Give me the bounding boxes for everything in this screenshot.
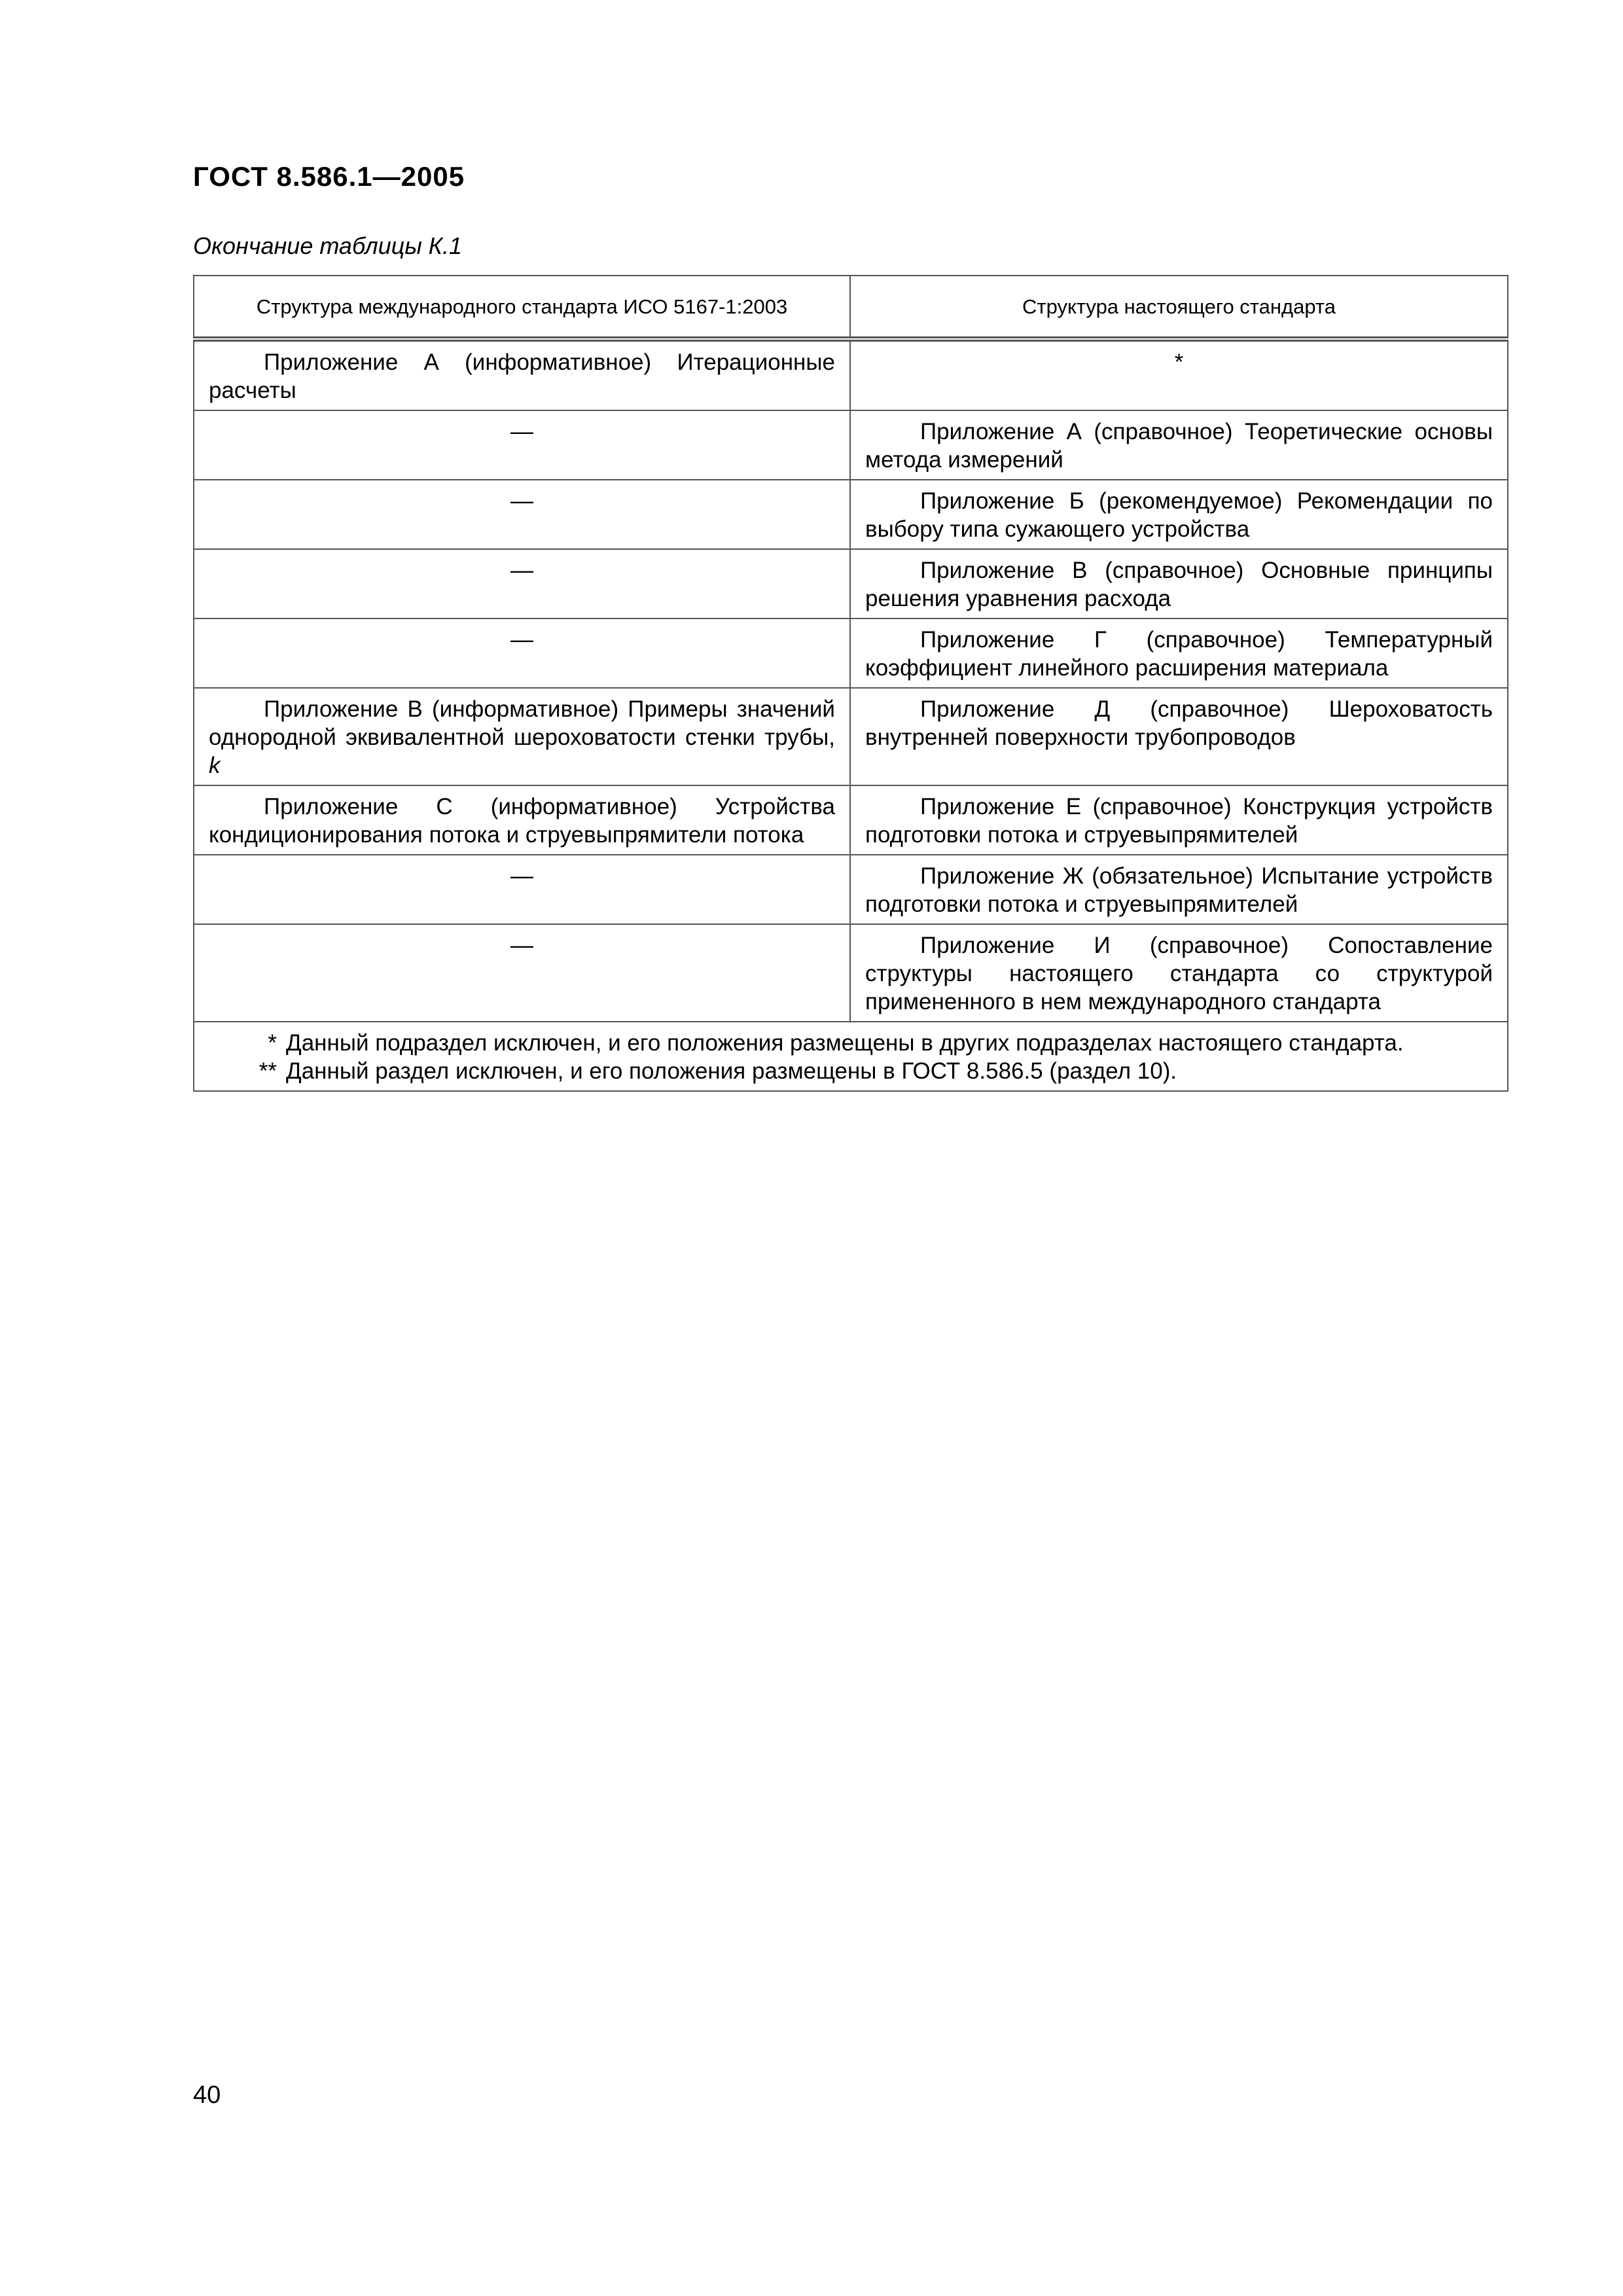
table-cell [194, 688, 850, 785]
table-cell [850, 855, 1508, 924]
footnotes-cell [194, 1022, 1508, 1091]
table-row [194, 480, 1508, 549]
cell-text: Приложение Ж (обязательное) Испытание устройств подготовки потока и струевыпрямителей [865, 863, 1493, 917]
table-cell [850, 549, 1508, 619]
cell-text: — [510, 933, 533, 958]
table-row [194, 688, 1508, 785]
table-cell [850, 480, 1508, 549]
table-cell [194, 924, 850, 1022]
cell-text: — [510, 488, 533, 514]
table-caption: Окончание таблицы К.1 [193, 232, 463, 259]
table-cell [194, 410, 850, 480]
document-header: ГОСТ 8.586.1—2005 [193, 161, 465, 192]
table-cell [194, 619, 850, 688]
cell-text: — [510, 558, 533, 583]
column-header-iso: Структура международного стандарта ИСО 5167-1:2003 [194, 276, 850, 339]
table-cell [194, 480, 850, 549]
table-row [194, 549, 1508, 619]
table-row [194, 785, 1508, 855]
table-cell [194, 785, 850, 855]
footnote-text: Данный подраздел исключен, и его положения размещены в других подразделах настоящего стандарта. [286, 1030, 1404, 1056]
cell-text: Приложение Д (справочное) Шероховатость внутренней поверхности трубопроводов [865, 696, 1493, 750]
table-cell [194, 855, 850, 924]
footnote-text: Данный раздел исключен, и его положения размещены в ГОСТ 8.586.5 (раздел 10). [286, 1058, 1177, 1084]
table-cell [194, 549, 850, 619]
cell-text: Приложение Г (справочное) Температурный коэффициент линейного расширения материала [865, 627, 1493, 681]
table-row [194, 619, 1508, 688]
table-row [194, 410, 1508, 480]
cell-text: Приложение А (информативное) Итерационные расчеты [209, 350, 835, 403]
cell-text: Приложение Е (справочное) Конструкция устройств подготовки потока и струевыпрямителей [865, 794, 1493, 848]
table-cell [850, 688, 1508, 785]
cell-text: — [510, 627, 533, 653]
cell-text: — [510, 419, 533, 444]
symbol-k: k [209, 753, 221, 778]
table-cell [850, 339, 1508, 410]
table-cell [194, 339, 850, 410]
table-cell [850, 785, 1508, 855]
footnote [209, 1057, 1493, 1085]
table-row [194, 339, 1508, 410]
cell-text: Приложение А (справочное) Теоретические основы метода измерений [865, 419, 1493, 473]
column-header-gost: Структура настоящего стандарта [850, 276, 1508, 339]
cell-text: Приложение В (справочное) Основные принципы решения уравнения расхода [865, 558, 1493, 611]
table-row [194, 924, 1508, 1022]
table-cell [850, 924, 1508, 1022]
cell-text: Приложение В (информативное) Примеры значений однородной эквивалентной шероховатости стенки трубы, [209, 696, 835, 750]
table-header-row [194, 276, 1508, 339]
cell-text: Приложение И (справочное) Сопоставление структуры настоящего стандарта со структурой примененного в нем международного стандарта [865, 933, 1493, 1014]
table-cell [850, 410, 1508, 480]
footnote-row [194, 1022, 1508, 1091]
page-number: 40 [193, 2081, 221, 2109]
footnote-mark: ** [259, 1058, 277, 1084]
table-row [194, 855, 1508, 924]
footnote-mark: * [268, 1030, 277, 1056]
cell-text: Приложение С (информативное) Устройства кондиционирования потока и струевыпрямители потока [209, 794, 835, 848]
table-cell [850, 619, 1508, 688]
cell-text: — [510, 863, 533, 889]
structure-comparison-table [193, 275, 1508, 1092]
footnote [209, 1029, 1493, 1057]
cell-text: Приложение Б (рекомендуемое) Рекомендации по выбору типа сужающего устройства [865, 488, 1493, 542]
cell-text: * [1174, 350, 1184, 375]
